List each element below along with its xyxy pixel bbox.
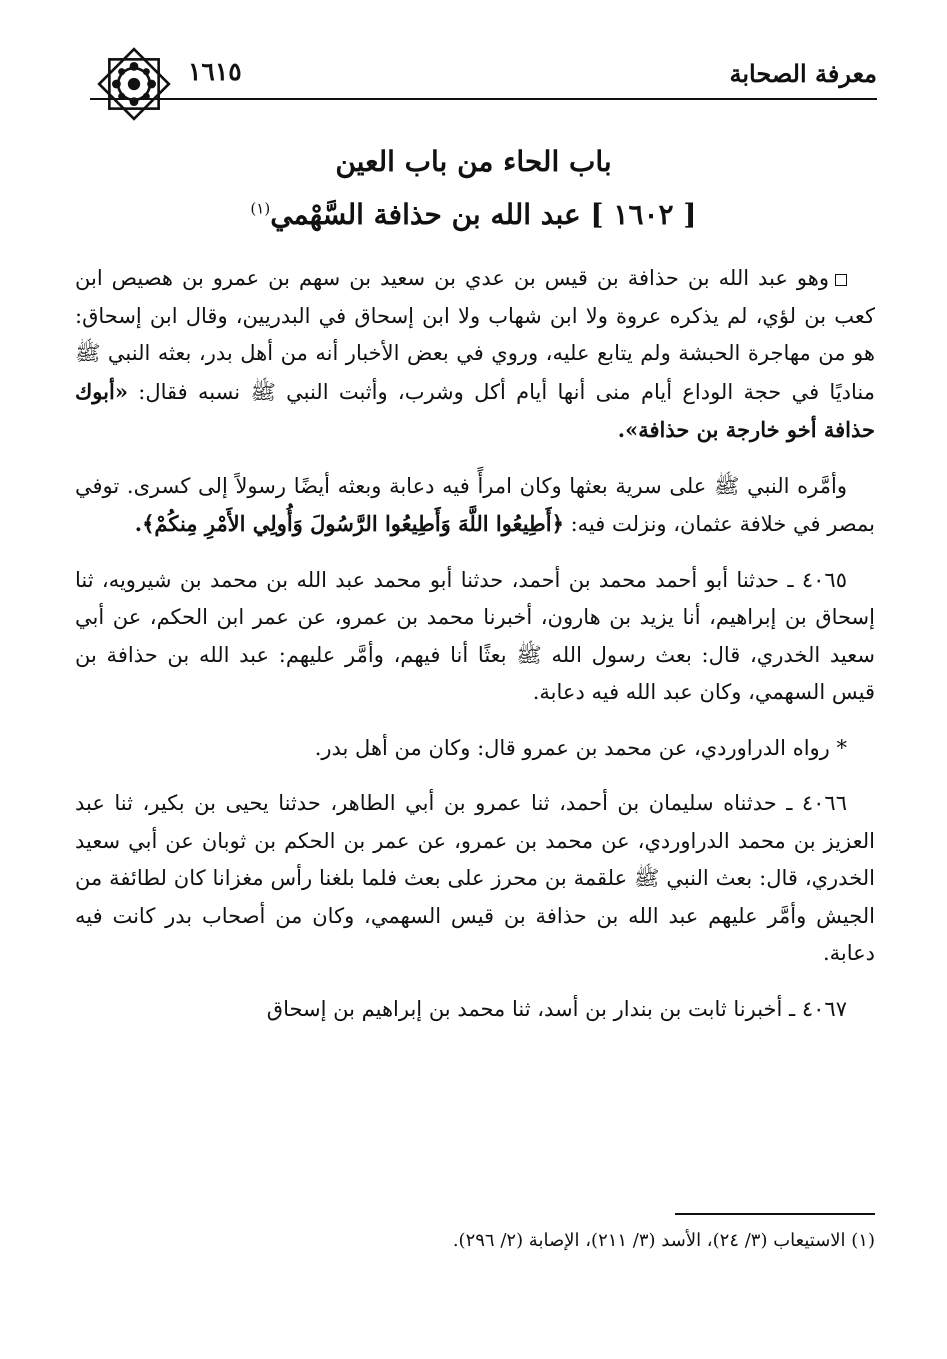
body-text (75, 260, 875, 1046)
paragraph-3: ٤٠٦٥ ـ حدثنا أبو أحمد محمد بن أحمد، حدثنا أبو محمد عبد الله بن محمد بن شيرويه، ثنا إسحاق بن إبراهيم، أنا يزيد بن هارون، أخبرنا محمد بن عمرو، عن عمر ابن الحكم، عن أبي سعيد الخدري، قال: بعث رسول الله ﷺ بعثًا أنا فيهم، وأمَّر عليهم: عبد الله بن حذافة بن قيس السهمي، وكان عبد الله فيه دعابة. (75, 567, 875, 704)
paragraph-5: ٤٠٦٦ ـ حدثناه سليمان بن أحمد، ثنا عمرو بن أبي الطاهر، حدثنا يحيى بن بكير، ثنا عبد العزيز بن محمد الدراوردي، عن محمد بن عمرو، عن عمر بن الحكم بن ثوبان عن أبي سعيد الخدري، قال: بعث النبي ﷺ علقمة بن محرز على بعث فلما بلغنا رأس مغزانا كان لطائفة من الجيش وأمَّر عليهم عبد الله بن حذافة بن قيس السهمي، وكان من أصحاب بدر كانت فيه دعابة. (75, 791, 875, 965)
chapter-title: باب الحاء من باب العين (335, 145, 612, 178)
paragraph-6: ٤٠٦٧ ـ أخبرنا ثابت بن بندار بن أسد، ثنا محمد بن إبراهيم بن إسحاق (266, 996, 847, 1021)
paragraph-1-text: وهو عبد الله بن حذافة بن قيس بن عدي بن سعيد بن سهم بن عمرو بن هصيص ابن كعب بن لؤي، لم يذكره عروة ولا ابن شهاب ولا ابن إسحاق في البدريين، وقال ابن إسحاق: هو من مهاجرة الحبشة ولم يتابع عليه، وروي في بعض الأخبار أنه من أهل بدر، بعثه النبي ﷺ مناديًا في حجة الوداع أيام منى أنها أيام أكل وشرب، وأثبت النبي ﷺ نسبه فقال: (75, 266, 875, 404)
entry-title (0, 198, 947, 231)
entry-name: عبد الله بن حذافة السَّهْمي (270, 198, 581, 231)
paragraph-1 (75, 260, 875, 450)
header-rule (90, 98, 877, 100)
running-title: معرفة الصحابة (729, 59, 877, 88)
paragraph-2 (75, 468, 875, 544)
entry-number: [ ١٦٠٢ ] (590, 198, 697, 231)
page-header (90, 55, 877, 101)
square-bullet-icon (835, 274, 847, 286)
paragraph-2-text: وأمَّره النبي ﷺ على سرية بعثها وكان امرأً فيه دعابة وبعثه أيضًا رسولاً إلى كسرى. توفي بمصر في خلافة عثمان، ونزلت فيه: (75, 473, 875, 536)
footnote-marker: (١) (250, 199, 271, 218)
paragraph-4: * رواه الدراوردي، عن محمد بن عمرو قال: وكان من أهل بدر. (314, 735, 847, 760)
quran-quote: ﴿أَطِيعُوا اللَّهَ وَأَطِيعُوا الرَّسُولَ وَأُولِي الأَمْرِ مِنكُمْ﴾. (134, 511, 564, 536)
footnote: (١) الاستيعاب (٣/ ٢٤)، الأسد (٣/ ٢١١)، الإصابة (٢/ ٢٩٦). (452, 1230, 875, 1251)
octagram-ornament-icon (90, 40, 178, 128)
footnote-rule (675, 1213, 875, 1215)
page-number: ١٦١٥ (188, 57, 242, 86)
hadith-quote: «أبوك حذافة أخو خارجة بن حذافة». (75, 378, 875, 442)
